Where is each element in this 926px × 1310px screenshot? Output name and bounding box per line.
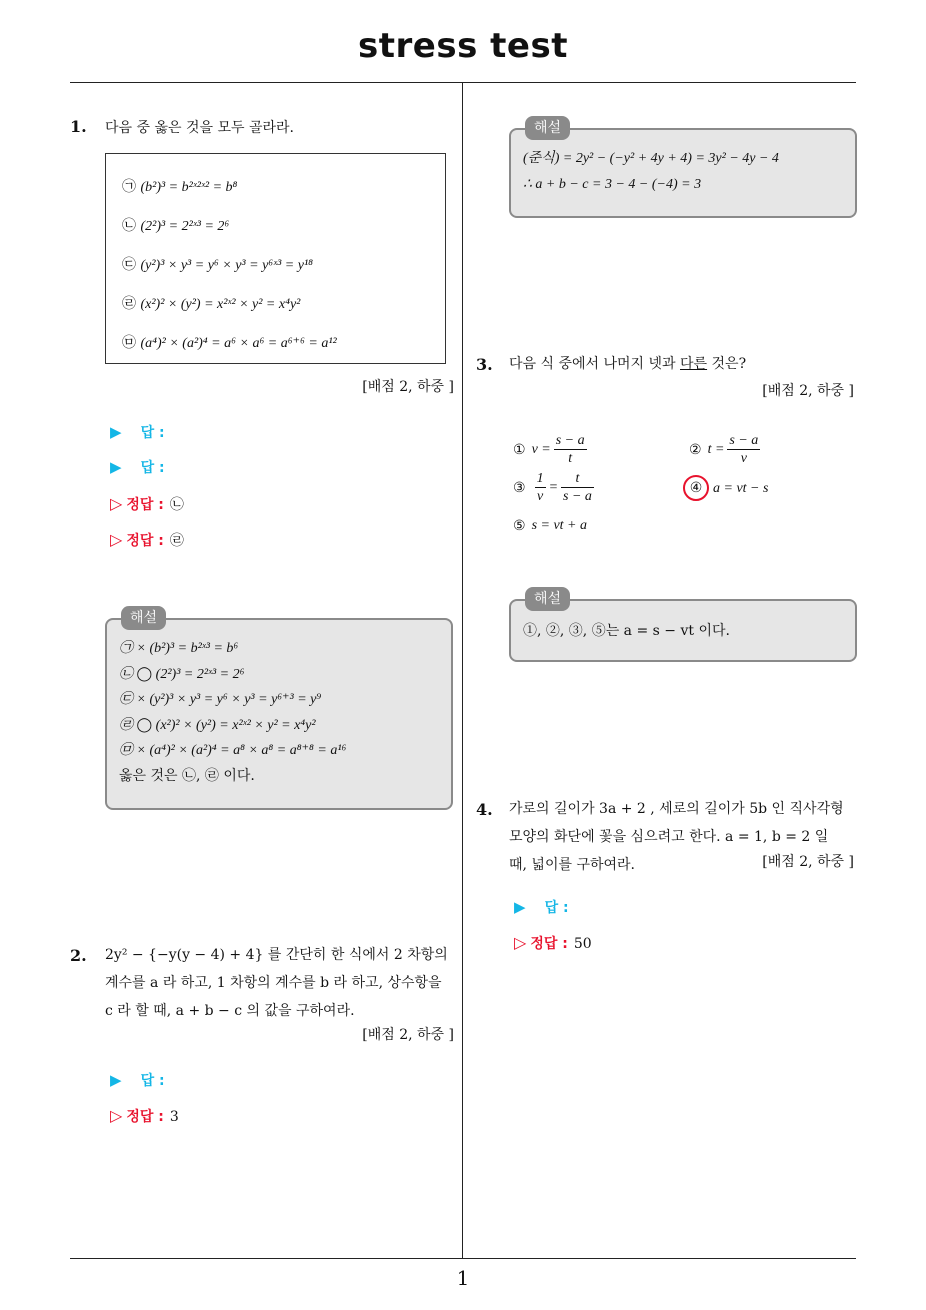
q4-answer: ▶ 답 : — [514, 898, 569, 916]
column-divider — [462, 83, 463, 1259]
header-divider — [70, 82, 856, 83]
solution-line: (준식) = 2y² − (−y² + 4y + 4) = 3y² − 4y − 4 — [523, 151, 779, 166]
solution-line: ㉤ × (a⁴)² × (a²)⁴ = a⁸ × a⁸ = a⁸⁺⁸ = a¹⁶ — [119, 743, 347, 758]
solution-tag: 해설 — [525, 116, 570, 140]
solution-line: ㉡ ◯ (2²)³ = 2²ˣ³ = 2⁶ — [119, 666, 245, 682]
q1-item: ㉤ (a⁴)² × (a²)⁴ = a⁶ × a⁶ = a⁶⁺⁶ = a¹² — [122, 335, 337, 351]
q1-text: 다음 중 옳은 것을 모두 골라라. — [105, 120, 294, 136]
triangle-outline-icon: ▷ — [110, 494, 123, 513]
play-icon: ▶ — [110, 423, 122, 441]
q1-correct-1: ▷ 정답 : ㉡ — [110, 494, 184, 513]
q3-choice-4: ④ a = vt − s — [683, 476, 768, 502]
play-icon: ▶ — [110, 1071, 122, 1089]
q3-choice-5: ⑤ s = vt + a — [513, 518, 588, 534]
q1-answer-1: ▶ 답 : — [110, 423, 165, 441]
q1-number: 1. — [70, 117, 87, 136]
solution-line: 옳은 것은 ㉡, ㉣ 이다. — [119, 767, 255, 784]
q1-item: ㉣ (x²)² × (y²) = x²ˣ² × y² = x⁴y² — [122, 296, 301, 312]
q3-number: 3. — [476, 355, 493, 374]
q2-correct: ▷ 정답 : 3 — [110, 1106, 179, 1125]
triangle-outline-icon: ▷ — [110, 530, 123, 549]
q1-item: ㉢ (y²)³ × y³ = y⁶ × y³ = y⁶ˣ³ = y¹⁸ — [122, 257, 314, 273]
q4-correct: ▷ 정답 : 50 — [514, 933, 592, 952]
q2-meta: [배점 2, 하중 ] — [362, 1027, 454, 1043]
q3-choice-2: ② t = $\frac{s - a}{v}$ — [689, 433, 759, 466]
q3-text: 다음 식 중에서 나머지 넷과 다른 것은? — [509, 356, 747, 372]
q3-solution-box — [509, 591, 857, 662]
q4-number: 4. — [476, 800, 493, 819]
q1-correct-2: ▷ 정답 : ㉣ — [110, 530, 184, 549]
solution-line: ㉢ × (y²)³ × y³ = y⁶ × y³ = y⁶⁺³ = y⁹ — [119, 692, 322, 707]
q4-meta: [배점 2, 하중 ] — [762, 854, 854, 870]
solution-tag: 해설 — [525, 587, 570, 611]
solution-line: ∴ a + b − c = 3 − 4 − (−4) = 3 — [523, 176, 702, 192]
play-icon: ▶ — [110, 458, 122, 476]
triangle-outline-icon: ▷ — [514, 933, 527, 952]
q2-solution-box — [509, 120, 857, 218]
q1-answer-2: ▶ 답 : — [110, 458, 165, 476]
footer-divider — [70, 1258, 856, 1259]
q1-item: ㉠ (b²)³ = b²ˣ²ˣ² = b⁸ — [122, 179, 238, 195]
solution-line: ㉣ ◯ (x²)² × (y²) = x²ˣ² × y² = x⁴y² — [119, 717, 316, 733]
page-number: 1 — [456, 1266, 470, 1290]
triangle-outline-icon: ▷ — [110, 1106, 123, 1125]
q1-solution-box — [105, 610, 453, 810]
q3-choice-3: ③ $\frac{1}{v}$ = $\frac{t}{s - a}$ — [513, 471, 592, 504]
solution-line: ①, ②, ③, ⑤는 a = s − vt 이다. — [523, 623, 730, 639]
q4-text: 가로의 길이가 3a + 2 , 세로의 길이가 5b 인 직사각형 모양의 화단에 꽃을 심으려고 한다. a = 1, b = 2 일 때, 넓이를 구하여라. — [509, 801, 844, 873]
q3-choice-1: ① v = $\frac{s - a}{t}$ — [513, 433, 585, 466]
q1-items-box — [105, 153, 446, 364]
q2-answer: ▶ 답 : — [110, 1071, 165, 1089]
q1-item: ㉡ (2²)³ = 2²ˣ³ = 2⁶ — [122, 218, 230, 234]
q2-number: 2. — [70, 946, 87, 965]
q3-meta: [배점 2, 하중 ] — [762, 383, 854, 399]
page-title: stress test — [358, 26, 568, 66]
q2-text: 2y² − {−y(y − 4) + 4} 를 간단히 한 식에서 2 차항의 계수를 a 라 하고, 1 차항의 계수를 b 라 하고, 상수항을 c 라 할 때, a + b − c 의 값을 구하여라. — [105, 947, 448, 1019]
play-icon: ▶ — [514, 898, 526, 916]
selected-circle-icon: ④ — [683, 475, 709, 501]
q1-meta: [배점 2, 하중 ] — [362, 379, 454, 395]
solution-tag: 해설 — [121, 606, 166, 630]
solution-line: ㉠ × (b²)³ = b²ˣ³ = b⁶ — [119, 641, 239, 656]
